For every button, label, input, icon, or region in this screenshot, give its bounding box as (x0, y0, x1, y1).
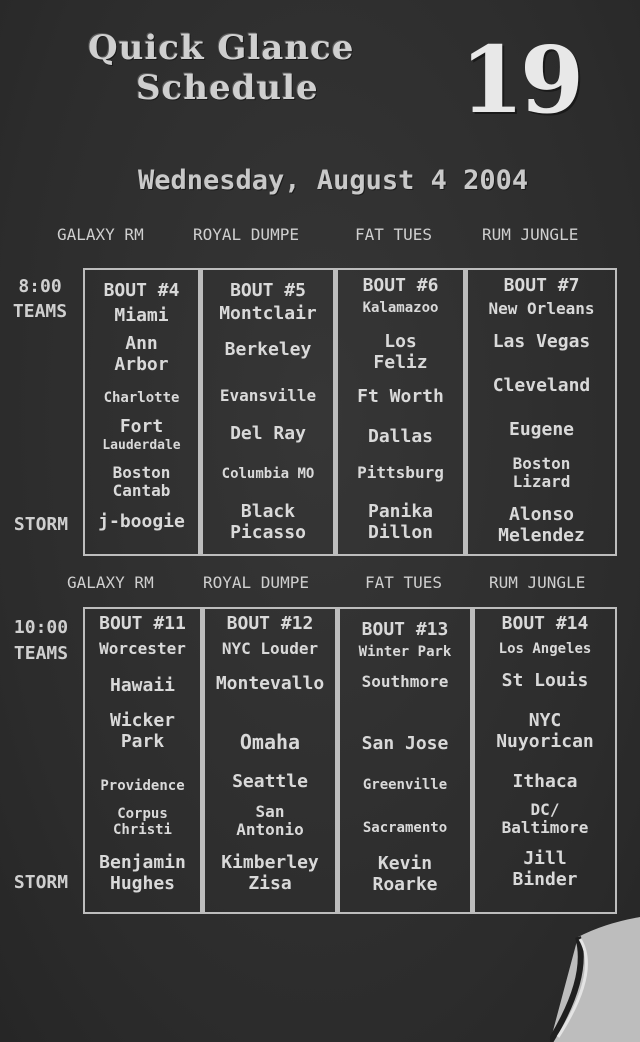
bout-column (203, 270, 333, 554)
room-header: GALAXY RM (67, 573, 154, 592)
storm-name: Jill Binder (512, 848, 578, 890)
team-name: Dallas (367, 426, 434, 447)
team-name: Providence (100, 778, 185, 794)
storm-name: Alonso Melendez (498, 504, 585, 546)
team-name: NYC Louder (221, 639, 319, 658)
team-name: Las Vegas (492, 331, 591, 352)
team-name: Ann Arbor (114, 333, 169, 375)
storm-name: Benjamin Hughes (99, 852, 186, 894)
team-name: Evansville (219, 386, 317, 405)
bout-label: BOUT #6 (362, 275, 439, 296)
team-name: Worcester (99, 639, 186, 658)
team-name: Columbia MO (221, 466, 315, 482)
room-headers-top (0, 225, 640, 247)
room-header: GALAXY RM (57, 225, 144, 244)
team-name: DC/ Baltimore (501, 800, 589, 838)
title-line-2: Schedule (136, 68, 319, 108)
bout-column (338, 270, 463, 554)
storm-name: Kevin Roarke (372, 853, 438, 895)
room-header: RUM JUNGLE (489, 573, 586, 592)
team-name: Hawaii (109, 675, 176, 696)
team-name: Ithaca (512, 771, 578, 792)
team-name: Greenville (362, 777, 448, 793)
block2-grid (83, 607, 617, 914)
block1-time: 8:00 (18, 276, 62, 297)
block1-storm-label: STORM (13, 514, 69, 535)
page-curl-decoration (550, 917, 640, 1042)
room-header: FAT TUES (355, 225, 433, 244)
page-title (88, 28, 388, 108)
bout-label: BOUT #7 (503, 275, 580, 296)
bout-label: BOUT #12 (226, 613, 314, 634)
bout-label: BOUT #14 (501, 613, 589, 634)
block2-teams-label: TEAMS (13, 643, 69, 664)
storm-name: j-boogie (98, 511, 185, 532)
team-name: St Louis (501, 670, 589, 691)
team-name: Corpus Christi (112, 806, 172, 839)
team-name: Eugene (508, 419, 575, 440)
team-name: Boston Lizard (512, 454, 571, 492)
bout-column (468, 270, 615, 554)
team-name: Miami (114, 305, 169, 326)
team-name: San Antonio (236, 802, 304, 840)
block1-grid (83, 268, 617, 556)
storm-name: Black Picasso (230, 501, 306, 543)
team-name: Berkeley (224, 339, 312, 360)
bout-column (340, 609, 470, 912)
bout-column (205, 609, 335, 912)
bout-column (475, 609, 615, 912)
team-name: Los Feliz (373, 331, 428, 373)
team-name: Kalamazoo (362, 300, 439, 316)
room-header: ROYAL DUMPE (203, 573, 309, 592)
block2-time: 10:00 (13, 617, 69, 638)
room-header: ROYAL DUMPE (193, 225, 299, 244)
team-name: NYC Nuyorican (496, 710, 594, 752)
block1-teams-label: TEAMS (12, 301, 68, 322)
team-name: Boston Cantab (112, 463, 171, 501)
team-name: Pittsburg (357, 463, 444, 482)
bout-column (85, 609, 200, 912)
team-name: Montclair (219, 303, 317, 324)
title-line-1: Quick Glance (88, 28, 355, 68)
team-name: San Jose (361, 733, 449, 754)
bout-label: BOUT #5 (230, 280, 306, 301)
team-name: Charlotte (103, 390, 180, 406)
team-name: Seattle (232, 771, 308, 792)
team-name: Wicker Park (109, 710, 176, 752)
room-headers-bottom (0, 573, 640, 595)
storm-name: Kimberley Zisa (221, 852, 319, 894)
bout-label: BOUT #13 (361, 619, 449, 640)
team-name: Sacramento (362, 820, 448, 836)
team-name: Winter Park (358, 644, 452, 660)
bout-label: BOUT #11 (99, 613, 186, 634)
team-name: Fort (119, 416, 164, 437)
bout-column (85, 270, 198, 554)
team-name: Omaha (239, 730, 301, 754)
team-name: Cleveland (492, 375, 591, 396)
block2-storm-label: STORM (13, 872, 69, 893)
room-header: FAT TUES (365, 573, 443, 592)
team-name: Los Angeles (498, 641, 592, 657)
team-name: Montevallo (215, 673, 325, 694)
team-name: Southmore (361, 672, 449, 691)
team-name: Ft Worth (357, 386, 444, 407)
team-name: Del Ray (230, 423, 306, 444)
schedule-date: Wednesday, August 4 2004 (138, 165, 529, 196)
event-number-logo: 19 (460, 26, 581, 134)
room-header: RUM JUNGLE (482, 225, 579, 244)
team-name: Lauderdale (102, 438, 181, 453)
bout-label: BOUT #4 (103, 280, 180, 301)
team-name: New Orleans (488, 299, 595, 318)
storm-name: Panika Dillon (367, 501, 434, 543)
